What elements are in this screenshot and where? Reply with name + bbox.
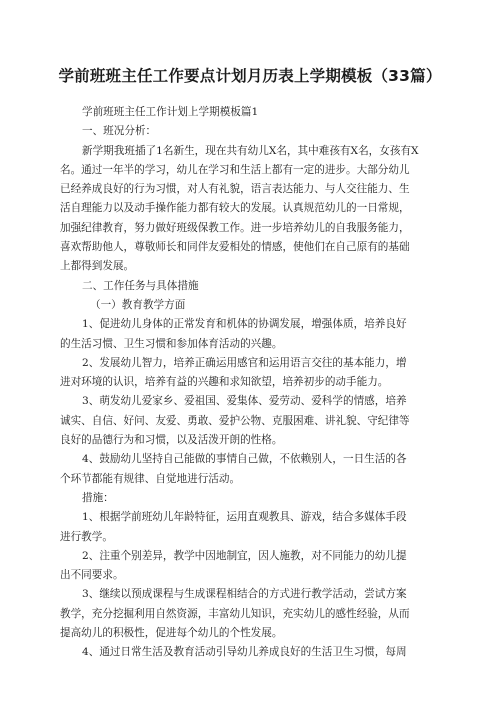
document-body	[60, 103, 450, 663]
paragraph-line: 的生活习惯、卫生习惯和参加体育活动的兴趣。	[60, 337, 283, 350]
paragraph-line: 4、通过日常生活及教育活动引导幼儿养成良好的生活卫生习惯，每周	[82, 646, 407, 659]
paragraph-line: 3、萌发幼儿爱家乡、爱祖国、爱集体、爱劳动、爱科学的情感，培养	[82, 395, 407, 408]
paragraph-line: 提高幼儿的积极性，促进每个幼儿的个性发展。	[60, 627, 283, 640]
paragraph-line: 喜欢帮助他人，尊敬师长和同伴友爱相处的情感，使他们在自己原有的基础	[60, 241, 410, 254]
paragraph-line: 措施：	[82, 491, 114, 504]
paragraph-line: 进行教学。	[60, 530, 113, 543]
paragraph-line: 2、发展幼儿智力，培养正确运用感官和运用语言交往的基本能力，增	[82, 356, 407, 369]
paragraph-line: 进对环境的认识，培养有益的兴趣和求知欲望，培养初步的动手能力。	[60, 376, 389, 389]
paragraph-line: 学前班班主任工作计划上学期模板篇1	[82, 106, 259, 118]
paragraph-line: 新学期我班插了1名新生，现在共有幼儿X名，其中难孩有X名，女孩有X	[82, 144, 419, 157]
paragraph-line: 二、工作任务与具体措施	[82, 279, 199, 292]
paragraph-line: 诚实、自信、好问、友爱、勇敢、爱护公物、克服困难、讲礼貌、守纪律等	[60, 414, 410, 427]
paragraph-line: 1、根据学前班幼儿年龄特征，运用直观教具、游戏，结合多媒体手段	[82, 511, 407, 524]
paragraph-line: 上都得到发展。	[60, 260, 135, 273]
paragraph-line: 个环节都能有规律、自觉地进行活动。	[60, 472, 241, 485]
paragraph-line: 已经养成良好的行为习惯，对人有礼貌，语言表达能力、与人交往能力、生	[60, 183, 410, 196]
paragraph-line: 教学，充分挖掘利用自然资源，丰富幼儿知识，充实幼儿的感性经验，从而	[60, 607, 410, 620]
paragraph-line: 良好的品德行为和习惯，以及活泼开朗的性格。	[60, 434, 283, 447]
paragraph-line: 4、鼓励幼儿坚持自己能做的事情自己做，不依赖别人，一日生活的各	[82, 453, 407, 466]
document-title: 学前班班主任工作要点计划月历表上学期模板（33篇）	[58, 67, 442, 85]
paragraph-line: 1、促进幼儿身体的正常发育和机体的协调发展，增强体质，培养良好	[82, 318, 407, 331]
paragraph-line: 加强纪律教育，努力做好班级保教工作。进一步培养幼儿的自我服务能力，	[60, 221, 410, 234]
paragraph-line: （一）教育教学方面	[90, 298, 186, 311]
paragraph-line: 2、注重个别差异，教学中因地制宜，因人施教，对不同能力的幼儿提	[82, 549, 407, 562]
paragraph-line: 活自理能力以及动手操作能力都有较大的发展。认真规范幼儿的一日常规，	[60, 202, 410, 215]
paragraph-line: 出不同要求。	[60, 569, 124, 582]
paragraph-line: 3、继续以预成课程与生成课程相结合的方式进行教学活动，尝试方案	[82, 588, 407, 601]
paragraph-line: 一、班况分析：	[82, 125, 157, 138]
paragraph-line: 名。通过一年半的学习，幼儿在学习和生活上都有一定的进步。大部分幼儿	[60, 163, 410, 176]
